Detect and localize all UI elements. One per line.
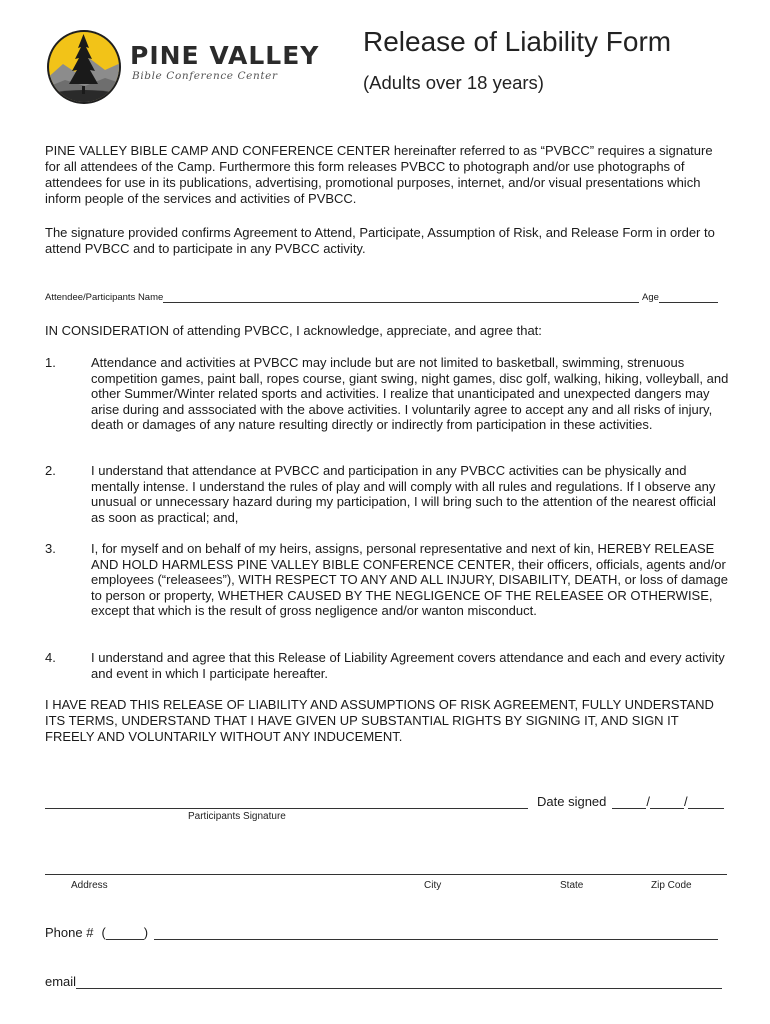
- date-separator: /: [646, 794, 651, 809]
- zip-code-label: Zip Code: [651, 880, 692, 891]
- age-line[interactable]: [659, 290, 718, 303]
- email-field[interactable]: [45, 974, 722, 989]
- date-separator: /: [684, 794, 688, 809]
- area-code-close-paren: ): [143, 925, 149, 940]
- pine-tree-emblem-icon: [45, 28, 123, 106]
- list-item: I, for myself and on behalf of my heirs, assigns, personal representative and next of kin, HEREBY RELEASE AND HOLD HARMLESS PINE VALLEY BIBLE CONFERENCE CENTER, their officers, officials, agents and/or employees (“releasees”), WITH RESPECT TO ANY AND ALL INJURY, DISABILITY, DEATH, or loss of damage to person or property, WHETHER CAUSED BY THE NEGLIGENCE OF THE RELEASEE OR OTHERWISE, except that which is the result of gross negligence and/or wanton misconduct.: [91, 541, 728, 619]
- consideration-text: IN CONSIDERATION of attending PVBCC, I acknowledge, appreciate, and agree that:: [45, 323, 542, 338]
- age-label: Age: [642, 292, 659, 303]
- email-label: email: [45, 974, 77, 989]
- address-label: Address: [71, 880, 108, 891]
- date-signed-field[interactable]: [537, 794, 728, 809]
- area-code-line[interactable]: [106, 927, 144, 940]
- item-number: 2.: [45, 463, 56, 478]
- brand-name: PINE VALLEY: [130, 41, 320, 70]
- list-item: I understand and agree that this Release of Liability Agreement covers attendance and each and every activity and event in which I participate hereafter.: [91, 650, 725, 681]
- phone-label: Phone #: [45, 925, 94, 940]
- form-title: Release of Liability Form: [363, 26, 672, 57]
- city-label: City: [424, 880, 442, 891]
- email-line[interactable]: [76, 976, 722, 989]
- item-number: 4.: [45, 650, 56, 665]
- phone-field[interactable]: [45, 925, 718, 940]
- date-month-line[interactable]: [612, 796, 646, 809]
- intro-paragraph: The signature provided confirms Agreement to Attend, Participate, Assumption of Risk, and Release Form in order to attend PVBCC and to participate in any PVBCC activity.: [45, 225, 715, 256]
- age-field[interactable]: [642, 290, 718, 303]
- brand-subtitle: Bible Conference Center: [132, 70, 278, 82]
- phone-number-line[interactable]: [154, 927, 718, 940]
- acknowledgement-text: I HAVE READ THIS RELEASE OF LIABILITY AND ASSUMPTIONS OF RISK AGREEMENT, FULLY UNDERSTAND ITS TERMS, UNDERSTAND THAT I HAVE GIVEN UP SUBSTANTIAL RIGHTS BY SIGNING IT, AND SIGN IT FREELY AND VOLUNTARILY WITHOUT ANY INDUCEMENT.: [45, 697, 714, 744]
- brand-text: [130, 42, 319, 82]
- list-item: I understand that attendance at PVBCC and participation in any PVBCC activities can be physically and mentally intense. I understand the rules of play and will comply with all rules and regulations. If I observe any unusual or unnecessary hazard during my participation, I will bring such to the attention of the nearest official as soon as practical; and,: [91, 463, 716, 525]
- signature-line[interactable]: [45, 796, 528, 809]
- intro-paragraph: PINE VALLEY BIBLE CAMP AND CONFERENCE CENTER hereinafter referred to as “PVBCC” requires a signature for all attendees of the Camp. Furthermore this form releases PVBCC to photograph and/or use photographs of attendees for use in its publications, advertising, promotional purposes, internet, and/or visual presentations which inform people of the services and activities of PVBCC.: [45, 143, 713, 206]
- attendee-name-line[interactable]: [163, 290, 639, 303]
- state-label: State: [560, 880, 584, 891]
- address-line[interactable]: [45, 862, 727, 875]
- attendee-name-field[interactable]: [45, 290, 639, 303]
- date-signed-label: Date signed: [537, 794, 607, 809]
- list-item: Attendance and activities at PVBCC may include but are not limited to basketball, swimming, strenuous competition games, paint ball, ropes course, giant swing, night games, disc golf, walking, hiking, volleyball, and other Summer/Winter related sports and activities. I realize that unanticipated and unexpected dangers may arise during and asssociated with the above activities. I voluntarily agree to accept any and all risks of injury, death or damages of any nature resulting directly or indirectly from participation in these activities.: [91, 355, 729, 433]
- date-year-line[interactable]: [688, 796, 724, 809]
- area-code-open-paren: (: [101, 925, 106, 940]
- attendee-name-label: Attendee/Participants Name: [45, 292, 164, 303]
- signature-label: Participants Signature: [188, 811, 286, 822]
- item-number: 3.: [45, 541, 56, 556]
- form-subtitle: (Adults over 18 years): [363, 72, 544, 93]
- date-day-line[interactable]: [650, 796, 684, 809]
- item-number: 1.: [45, 355, 56, 370]
